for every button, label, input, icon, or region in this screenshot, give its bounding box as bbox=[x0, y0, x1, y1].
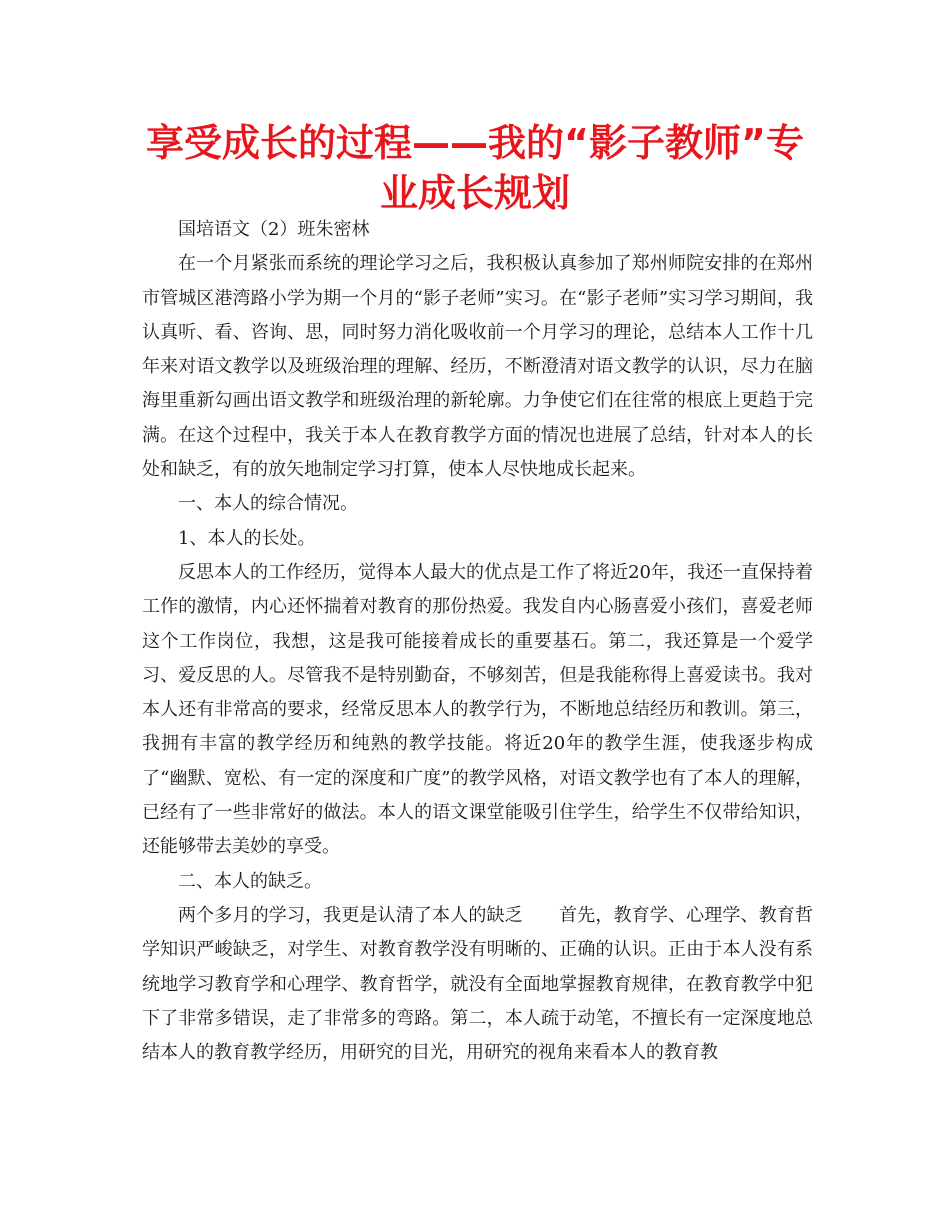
section-heading: 二、本人的缺乏。 bbox=[178, 870, 322, 892]
subsection-heading: 1、本人的长处。 bbox=[178, 527, 316, 549]
paragraph: 反思本人的工作经历，觉得本人最大的优点是工作了将近20年，我还一直保持着工作的激情，内心还怀揣着对教育的那份热爱。我发自内心肠喜爱小孩们，喜爱老师这个工作岗位，我想，这是我可能接着成长的重要基石。第二，我还算是一个爱学习、爱反思的人。尽管我不是特别勤奋，不够刻苦，但是我能称得上喜爱读书。我对本人还有非常高的要求，经常反思本人的教学行为，不断地总结经历和教训。第三，我拥有丰富的教学经历和纯熟的教学技能。将近20年的教学生涯，使我逐步构成了“幽默、宽松、有一定的深度和广度”的教学风格，对语文教学也有了本人的理解，已经有了一些非常好的做法。本人的语文课堂能吸引住学生，给学生不仅带给知识，还能够带去美妙的享受。 bbox=[142, 561, 813, 858]
document-body bbox=[142, 213, 813, 1070]
section-heading: 一、本人的综合情况。 bbox=[178, 493, 358, 515]
paragraph: 两个多月的学习，我更是认清了本人的缺乏 首先，教育学、心理学、教育哲学知识严峻缺乏，对学生、对教育教学没有明晰的、正确的认识。正由于本人没有系统地学习教育学和心理学、教育哲学，就没有全面地掌握教育规律，在教育教学中犯下了非常多错误，走了非常多的弯路。第二，本人疏于动笔，不擅长有一定深度地总结本人的教育教学经历，用研究的目光，用研究的视角来看本人的教育教 bbox=[142, 904, 813, 1064]
author-line: 国培语文（2）班朱密林 bbox=[178, 219, 370, 240]
document-title: 享受成长的过程——我的“影子教师”专业成长规划 bbox=[146, 121, 804, 215]
paragraph: 在一个月紧张而系统的理论学习之后，我积极认真参加了郑州师院安排的在郑州市管城区港湾路小学为期一个月的“影子老师”实习。在“影子老师”实习学习期间，我认真听、看、咨询、思，同时努力消化吸收前一个月学习的理论，总结本人工作十几年来对语文教学以及班级治理的理解、经历，不断澄清对语文教学的认识，尽力在脑海里重新勾画出语文教学和班级治理的新轮廓。力争使它们在往常的根底上更趋于完满。在这个过程中，我关于本人在教育教学方面的情况也进展了总结，针对本人的长处和缺乏，有的放矢地制定学习打算，使本人尽快地成长起来。 bbox=[142, 253, 813, 481]
